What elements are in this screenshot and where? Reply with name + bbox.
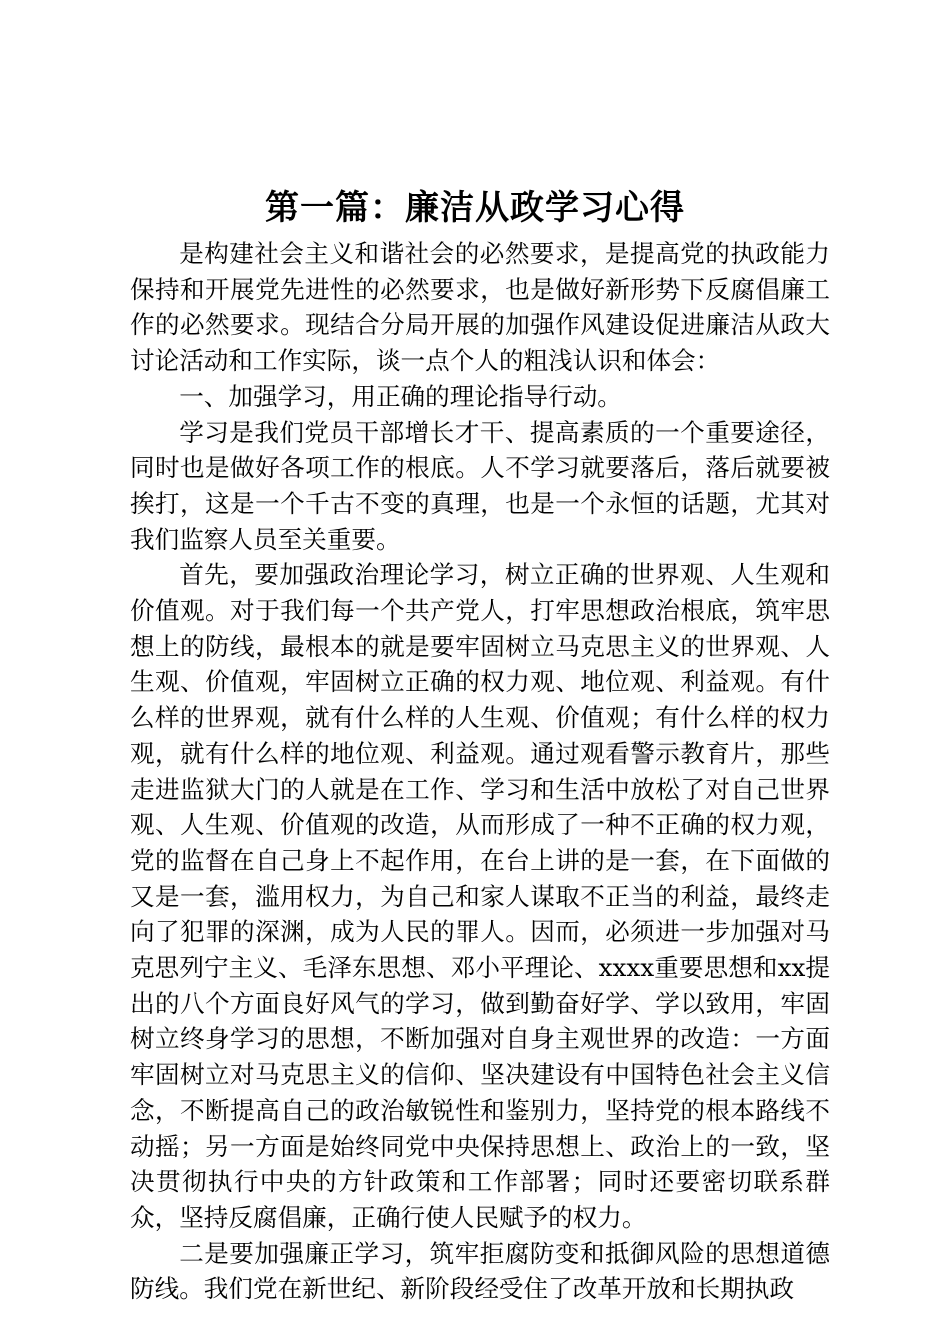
paragraph-second: 二是要加强廉正学习，筑牢拒腐防变和抵御风险的思想道德防线。我们党在新世纪、新阶段经受住了改革开放和长期执政 [130,1238,830,1304]
document-title: 第一篇：廉洁从政学习心得 [265,188,685,228]
paragraph-heading-1: 一、加强学习，用正确的理论指导行动。 [179,381,622,411]
paragraph-learning: 学习是我们党员干部增长才干、提高素质的一个重要途径，同时也是做好各项工作的根底。人不学习就要落后，落后就要被挨打，这是一个千古不变的真理，也是一个永恒的话题，尤其对我们监察人员至关重要。 [130,417,830,554]
paragraph-first: 首先，要加强政治理论学习，树立正确的世界观、人生观和价值观。对于我们每一个共产党人，打牢思想政治根底，筑牢思想上的防线，最根本的就是要牢固树立马克思主义的世界观、人生观、价值观，牢固树立正确的权力观、地位观、利益观。有什么样的世界观，就有什么样的人生观、价值观；有什么样的权力观，就有什么样的地位观、利益观。通过观看警示教育片，那些走进监狱大门的人就是在工作、学习和生活中放松了对自己世界观、人生观、价值观的改造，从而形成了一种不正确的权力观，党的监督在自己身上不起作用，在台上讲的是一套，在下面做的又是一套，滥用权力，为自己和家人谋取不正当的利益，最终走向了犯罪的深渊，成为人民的罪人。因而，必须进一步加强对马克思列宁主义、毛泽东思想、邓小平理论、xxxx重要思想和xx提出的八个方面良好风气的学习，做到勤奋好学、学以致用，牢固树立终身学习的思想，不断加强对自身主观世界的改造：一方面牢固树立对马克思主义的信仰、坚决建设有中国特色社会主义信念，不断提高自己的政治敏锐性和鉴别力，坚持党的根本路线不动摇；另一方面是始终同党中央保持思想上、政治上的一致，坚决贯彻执行中央的方针政策和工作部署；同时还要密切联系群众，坚持反腐倡廉，正确行使人民赋予的权力。 [130,560,830,1232]
document-body [130,236,830,1307]
paragraph-intro: 是构建社会主义和谐社会的必然要求，是提高党的执政能力保持和开展党先进性的必然要求，也是做好新形势下反腐倡廉工作的必然要求。现结合分局开展的加强作风建设促进廉洁从政大讨论活动和工作实际，谈一点个人的粗浅认识和体会： [130,239,830,376]
